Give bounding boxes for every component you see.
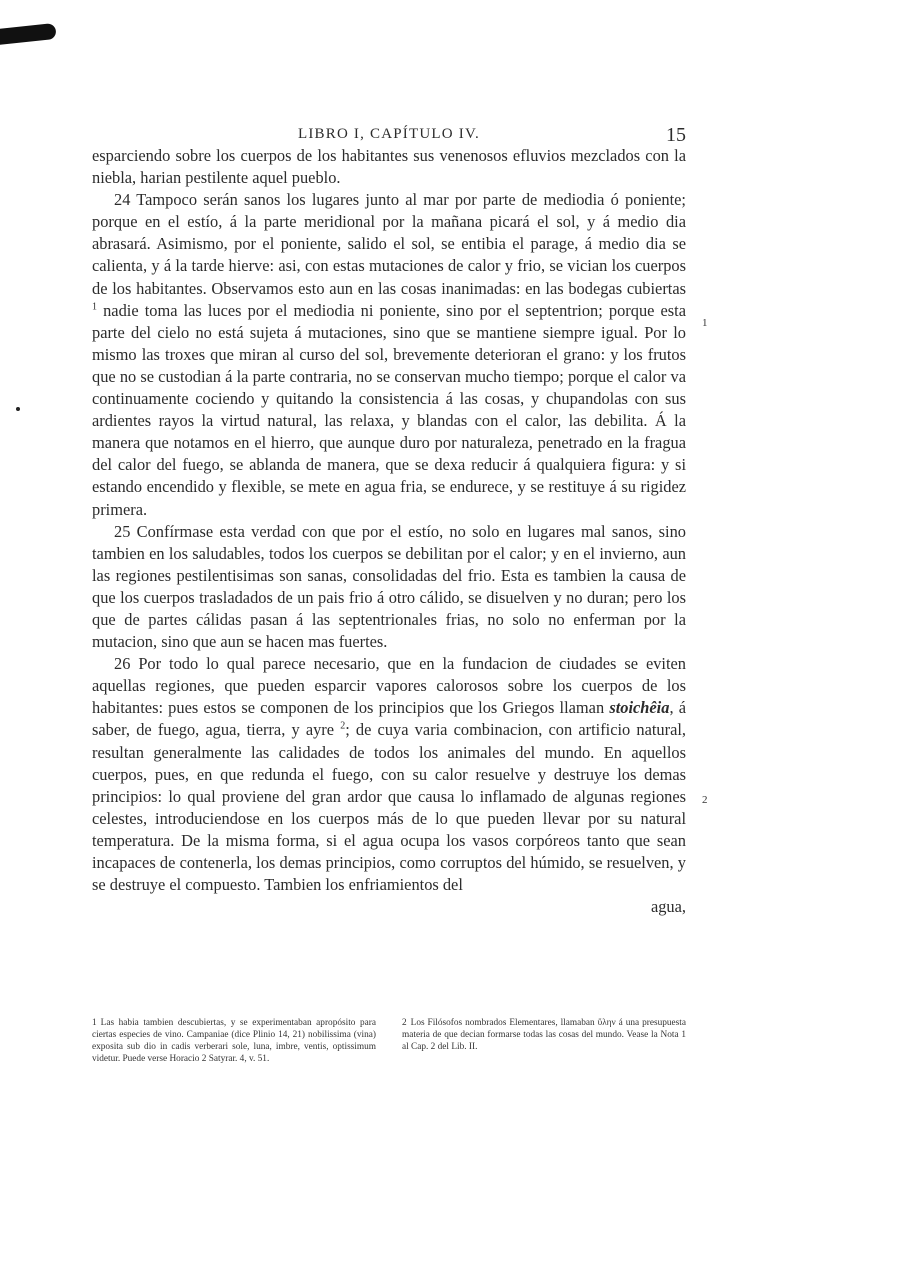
- footnote-1: [92, 1017, 376, 1065]
- footnote-1-number: 1: [92, 1018, 97, 1028]
- footnote-2-text: Los Filósofos nombrados Elementares, llamaban ὕλην á una presupuesta materia de que decian formarse todas las cosas del mundo. Vease la Nota 1 al Cap. 2 del Lib. II.: [402, 1018, 686, 1052]
- scan-speck: [16, 407, 20, 411]
- footnote-ref-2: 2: [340, 720, 346, 732]
- footnotes: [92, 1017, 686, 1065]
- footnote-ref-1: 1: [92, 301, 97, 313]
- footnote-1-text: Las habia tambien descubiertas, y se experimentaban apropósito para ciertas especies de vino. Campaniae (dice Plinio 14, 21) nobilissima (vina) exposita sub dio in cadis verberari sole, luna, imbre, ventis, optissimum videtur. Puede verse Horacio 2 Satyrar. 4, v. 51.: [92, 1018, 376, 1064]
- paragraph-24-part-b: nadie toma las luces por el mediodia ni poniente, sino por el septentrion; porque esta parte del cielo no está sujeta á mutaciones, sino que se mantiene siempre igual. Por lo mismo las troxes que miran al curso del sol, brevemente deterioran el grano: y los frutos que no se custodian á la parte contraria, no se conservan mucho tiempo; porque el calor va continuamente cociendo y quitando la consistencia á las cosas, y chupandolas con sus ardientes rayos la virtud natural, las relaxa, y blandas con el calor, las debilita. Á la manera que notamos en el hierro, que aunque duro por naturaleza, penetrado en la fragua del calor del fuego, se ablanda de manera, que se dexa reducir á qualquiera figura: y si estando encendido y flexible, se mete en agua fria, se endurece, y se restituye á su rigidez primera.: [92, 300, 686, 519]
- scan-edge-mark: [0, 23, 57, 45]
- paragraph-continued: esparciendo sobre los cuerpos de los habitantes sus venenosos efluvios mezclados con la niebla, harian pestilente aquel pueblo.: [92, 146, 686, 188]
- paragraph-26-part-b: , á saber, de fuego, agua, tierra, y ayre: [92, 698, 686, 740]
- body-text: [92, 145, 686, 918]
- paragraph-24-part-a: 24 Tampoco serán sanos los lugares junto al mar por parte de mediodia ó poniente; porque en el estío, á la parte meridional por la mañana picará el sol, y á medio dia abrasará. Asimismo, por el poniente, salido el sol, se entibia el parage, á medio dia se calienta, y á la tarde hierve: asi, con estas mutaciones de calor y frio, se vician los cuerpos de los habitantes. Observamos esto aun en las cosas inanimadas: en las bodegas cubiertas: [92, 190, 686, 298]
- footnote-2-number: 2: [402, 1018, 407, 1028]
- page-number: 15: [666, 124, 686, 146]
- paragraph-26: [92, 653, 686, 896]
- running-head: LIBRO I, CAPÍTULO IV.: [297, 126, 480, 142]
- margin-note-mark-1: 1: [702, 317, 708, 329]
- paragraph-24: [92, 189, 686, 520]
- catchword: agua,: [650, 897, 686, 917]
- paragraph-25: 25 Confírmase esta verdad con que por el estío, no solo en lugares mal sanos, sino tambien en los saludables, todos los cuerpos se debilitan por el calor; y en el invierno, aun las regiones pestilentisimas son sanas, consolidadas del frio. Esta es tambien la causa de que los cuerpos trasladados de un pais frio á otro cálido, se disuelven y no duran; pero los que de partes cálidas pasan á las septentrionales frias, no solo no enferman por la mutacion, sino que aun se hacen mas fuertes.: [92, 521, 686, 652]
- paragraph-26-part-a: 26 Por todo lo qual parece necesario, que en la fundacion de ciudades se eviten aquellas regiones, que pueden esparcir vapores calorosos sobre los cuerpos de los habitantes: pues estos se componen de los principios que los Griegos llaman: [92, 654, 686, 718]
- greek-term: stoichêia: [609, 698, 670, 718]
- paragraph-26-part-c: ; de cuya varia combinacion, con artificio natural, resultan generalmente las calidades de todos los animales del mundo. En aquellos cuerpos, pues, en que redunda el fuego, con su calor resuelve y destruye los demas principios: lo qual proviene del gran ardor que causa lo inflamado de algunas regiones celestes, introduciendose en los cuerpos más de lo que pueden llevar por su natural temperatura. De la misma forma, si el agua ocupa los vasos corpóreos tanto que sean incapaces de contenerla, los demas principios, como corruptos del húmido, se resuelven, y se destruye el compuesto. Tambien los enfriamientos del: [92, 720, 686, 895]
- footnote-2: [402, 1017, 686, 1065]
- margin-note-mark-2: 2: [702, 794, 708, 806]
